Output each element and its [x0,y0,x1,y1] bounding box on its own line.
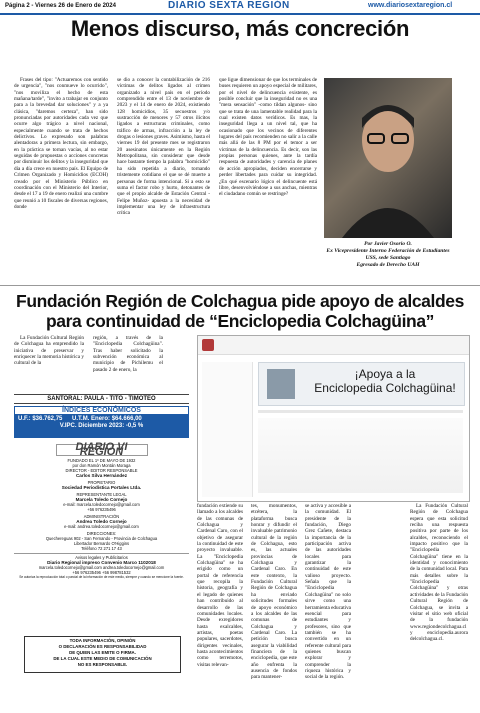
masthead-legal-contact: e-mail: marcela.toledocornejo@gmail.com [63,502,140,507]
author-photo [324,78,452,238]
masthead-admin-contact: e-mail: andrea.toledocornejo@gmail.com [64,524,139,529]
article2-headline [0,291,480,331]
masthead-admin-label: ADMINISTRACIÓN [83,514,120,519]
site-sidebar [202,362,253,497]
notice-line3: DE QUIEN LAS EMITE O FIRMA. [69,650,136,655]
masthead-director: Carlos Silva Hernández [75,473,128,478]
masthead-legal-phone: +56 976235496 [87,507,116,512]
responsibility-notice [24,636,181,673]
indices-ipc: V.IPC. Diciembre 2023: -0,5 % [59,423,144,429]
article2-col6: La Fundación Cultural Región de Colchagua espera que esta solicitud reciba una respuesta positiva por parte de los alcaldes, reconociendo el impacto positivo que la "Enciclopedia Colchagüina" tiene en la identidad y conocimiento de la comunidad local. Para más detalles sobre la "Enciclopedia Colchagüina" y otras actividades de la Fundación Cultural Región de Colchagua, se invita a visitar el sitio web oficial de la fundación www.regiondecolchagua.cl y enciclopedia.aurora delcolchagua.cl. [410,503,468,643]
masthead-ads-label: Avisos legales y Publicitarios [14,553,189,560]
site-content [258,418,463,493]
masthead-founded: FUNDADO EL 1º DE MAYO DE 1932 [67,458,136,463]
masthead-ads-phones: +56 976235496 +56 998781532 [72,570,131,575]
masthead-ads-line: Diario Regional impreso Convenio Marco 1102018 [47,560,156,565]
header-rule [0,13,480,15]
article2-col5: se activa y accesible a la comunidad. El presidente de la fundación, Diego Grez Cañete, destaca la importancia de la participación activa de las autoridades locales para garantizar la continuidad de este valioso proyecto. Señala que la "Enciclopedia Colchagüina" no solo sirve como una herramienta educativa esencial para estudiantes y profesores, sino que también se ha convertido en un referente cultural para quienes buscan explorar y comprender la riqueza histórica y social de la región. [305,503,351,681]
article2-col3: fundación extiende su llamado a los alcaldes de las comunas de Colchagua y Cardenal Caro, con el objetivo de asegurar la continuidad de este proyecto invaluable. La "Enciclopedia Colchagüina" se ha erigido como un portal de referencia que recopila la historia, geografía y el legado de quienes han contribuido al desarrollo de las comunidades locales. Desde exregidores hasta exalcaldes, artistas, poetas populares, sacerdotes, dirigentes vecinales, hasta acontecimientos como terremotos, visitas relevan- [197,503,243,668]
article1-headline: Menos discurso, más concreción [70,16,410,41]
masthead-founder: por don Ramón Montán Moraga [72,463,131,468]
notice-line4: DE LA CUAL ESTE MEDIO DE COMUNICACIÓN [53,656,152,661]
notice-line5: NO ES RESPONSABLE. [77,662,128,667]
article2-headline-line1: Fundación Región de Colchagua pide apoyo de alcaldes [16,291,464,311]
indices-uf: U.F.: $36.762,75 [18,416,63,422]
masthead-admin: Andrea Toledo Cornejo [76,519,127,524]
masthead-owner-label: PROPIETARIO [87,480,116,485]
masthead-address1: Quechereguas 902 - San Fernando - Provincia de Colchagua [45,536,158,541]
site-banner-title-line1: ¡Apoya a la [354,367,416,381]
masthead-address2: Libertador Bernardo O'Higgins [73,541,130,546]
author-name: Por Javier Osorio O. [364,241,412,247]
author-caption [318,241,458,269]
author-role1: Ex Vicepresidente Interno Federación de Estudiantes [326,248,450,254]
masthead-ads-emails: marcela.toledocornejo@gmail.com andrea.toledocornejo@gmail.com [38,565,165,570]
website-screenshot [197,335,470,502]
santoral: SANTORAL: PAULA - TITO - TIMOTEO [14,394,189,404]
website: www.diariosextaregion.cl [368,2,453,9]
site-banner-title-line2: Enciclopedia Colchagüina! [314,381,456,395]
page-date: Página 2 - Viernes 26 de Enero de 2024 [5,3,116,9]
article1-col2: se dio a conocer la contabilización de 216 víctimas de delitos ligados al crimen organizado a nivel país en el período comprendido entre el 13 de noviembre de 2023 y el 14 de enero de 2024, existiendo 128 homicidios, 35 secuestros y/o sustracción de menores y 57 otros ilícitos ligados a estructuras criminales, como tráfico de armas, infracción a la ley de drogas o lesiones graves. Asimismo, hasta el viernes 19 del presente mes se registraron 20 asesinatos únicamente en la Región Metropolitana, sin considerar que desde hace bastante tiempo la palabra "homicidio" ha sido repetida a diario, tornando tristemente cotidiano el que se dé muerte a personas de forma intencional. Sí a esto se suma el factor robo y hurto, detonantes de que el propio alcalde de Estación Central -Felipe Muñoz- apuesta a la necesidad de implementar una ley de infraestructura crítica [117,77,210,217]
author-portrait-icon [324,78,452,238]
indices-title: ÍNDICES ECONÓMICOS [15,407,188,414]
article2-col1: La Fundación Cultural Región de Colchagua ha emprendido la iniciativa de preservar y enriquecer la memoria histórica y cultural de la [14,335,84,367]
section-divider [0,285,480,286]
article2-col4: tes, monumentos, etcétera, la plataforma busca honrar y difundir el invaluable patrimonio cultural de la región de Colchagua, esto es, las actuales provincias de Colchagua y Cardenal Caro. En este contexto, la Fundación Cultural Región de Colchagua ha enviado solicitudes formales de apoyo económico a los alcaldes de las comunas de Colchagua y Cardenal Caro. La petición busca asegurar la viabilidad financiera de la enciclopedia, que este año enfrenta la ausencia de fondos para mantener- [251,503,297,681]
site-banner-title [305,367,465,395]
article1-col1: Frases del tipo: "Actuaremos con sentido de urgencia", "nos conmueve lo ocurrido", "nos moviliza el hecho de esta mañana/tarde", "invito a trabajar en conjunto para a la brevedad dar soluciones" y a ya clásica, "daremos certeza", han sido pronunciadas por autoridades cada vez que ocurre algo trágico a nivel nacional, especialmente cuando se trata de hechos delictivos. Lo expresado son palabras alentadoras a primera lectura, sin embargo, en la práctica se tornan vacías, al no estar seguidas de propuestas o acciones concretas por disminuir los delitos y la inseguridad que día a día crece en nuestro país. El Equipo de Crimen Organizado y Homicidios (ECOH) creado por el Ministerio Público en coordinación con el Ministerio del Interior, desde el 17 a 19 de enero realizó una cumbre que reunió a 10 fiscales de diversas regiones, donde [14,77,108,210]
site-banner [258,362,465,406]
site-logo-icon [202,339,214,351]
masthead-logo: DIARIO VI REGIÓN [56,444,148,456]
article2-col2: región, a través de la "Enciclopedia Colchagüina". Tras haber solicitado la subvención económica al municipio de Pichilemu el pasado 2 de enero, la [93,335,163,373]
masthead-phone: Teléfono 72 271 17 43 [81,546,122,551]
masthead-director-label: DIRECTOR - EDITOR RESPONSABLE [65,468,138,473]
masthead-owner: Sociedad Periodística Portales Ltda. [61,485,142,490]
masthead-ads-note: Se autoriza la reproducción total o parcial de la información de este medio, siempre y cuando se mencione la fuente. [19,575,184,579]
indices-utm: U.T.M. Enero: $64.666,00 [72,416,142,422]
notice-line2: O DECLARACIÓN ES RESPONSABILIDAD [58,644,147,649]
author-role3: Egresado de Derecho UAH [356,262,420,268]
masthead-legal-label: REPRESENTANTE LEGAL [76,492,127,497]
economic-indices [14,406,189,438]
masthead-address-label: DIRECCIONES: [86,531,117,536]
site-banner-image [267,369,295,399]
article1-col3: que ligue dimensionar de que los terminales de buses requieren un apoyo especial de militares, por el nivel de delincuencia existente, es posible concluir que la inseguridad no es una "mera sensación" -como tildan algunos- sino que se trata de una lamentable realidad para la cual existen datos verídicos. Es mas, la inseguridad llega a un nivel tal, que ha ocasionado que los vecinos de diferentes lugares del país recomienden no salir a la calle más allá de las 8 PM por el temor a ser víctimas de la delincuencia. Es decir, son las propias personas quienes, ante la tardía respuesta de autoridades y carencia de planes de acción apropiados, deciden encerrarse y perder libertades para cuidar su integridad. ¿En qué escenario lógico el delincuente está libre, desenvolviéndose a sus anchas, mientras el ciudadano común se restringe? [219,77,317,198]
author-role2: USS, sede Santiago [365,255,411,261]
article2-headline-line2: para continuidad de “Enciclopedia Colchagüina” [45,311,435,331]
masthead [14,442,189,622]
masthead-legal: Marcela Toledo Cornejo [75,497,128,502]
notice-line1: TODA INFORMACIÓN, OPINIÓN [69,638,136,643]
paper-name: DIARIO SEXTA REGIÓN [168,0,290,11]
